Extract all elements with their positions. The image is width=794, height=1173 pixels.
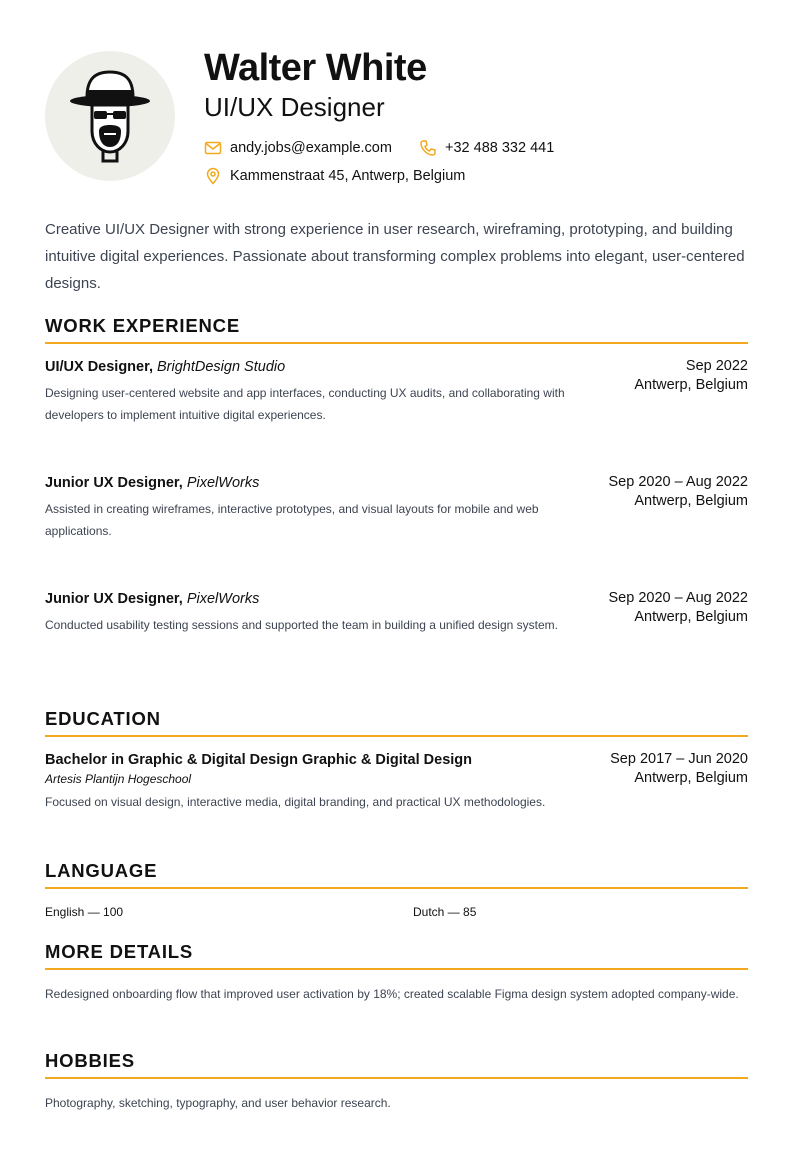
more-details-text: Redesigned onboarding flow that improved user activation by 18%; created scalable Figma design system adopted company-wide. [45,987,739,1001]
job-entry [45,473,748,542]
job-location: Antwerp, Belgium [634,377,748,393]
job-company: PixelWorks [186,591,260,607]
address-contact [204,166,465,186]
job-position: UI/UX Designer, [45,359,153,375]
job-date: Sep 2020 – Aug 2022 [608,474,748,490]
work-experience-heading: WORK EXPERIENCE [45,314,748,344]
more-details-heading: MORE DETAILS [45,940,748,970]
job-description: Assisted in creating wireframes, interactive prototypes, and visual layouts for mobile and web applications. [45,502,539,538]
education-date: Sep 2017 – Jun 2020 [610,751,748,767]
email-contact[interactable] [204,138,392,158]
address-text: Kammenstraat 45, Antwerp, Belgium [230,168,466,184]
job-meta [609,589,749,627]
hobbies-text: Photography, sketching, typography, and user behavior research. [45,1096,391,1110]
phone-text: +32 488 332 441 [445,140,555,156]
education-meta [610,750,748,788]
job-description: Conducted usability testing sessions and supported the team in building a unified design system. [45,618,558,632]
person-with-hat-avatar-icon [45,51,175,181]
candidate-name: Walter White [204,47,427,89]
candidate-role: UI/UX Designer [204,92,385,122]
education-entry [45,750,748,812]
job-meta [609,473,749,511]
job-position: Junior UX Designer, [45,591,183,607]
job-position: Junior UX Designer, [45,475,183,491]
language-item: English — 100 [45,905,124,919]
job-entry [45,589,748,636]
job-entry [45,357,748,426]
location-pin-icon [204,167,222,185]
education-heading: EDUCATION [45,707,748,737]
job-location: Antwerp, Belgium [634,493,748,509]
email-text: andy.jobs@example.com [230,140,392,156]
job-location: Antwerp, Belgium [634,609,748,625]
education-degree: Bachelor in Graphic & Digital Design Graphic & Digital Design [45,752,473,768]
education-description: Focused on visual design, interactive media, digital branding, and practical UX methodologies. [45,795,546,809]
phone-contact[interactable] [419,138,554,158]
hobbies-heading: HOBBIES [45,1049,748,1079]
education-location: Antwerp, Belgium [634,770,748,786]
job-date: Sep 2022 [685,358,748,374]
job-company: PixelWorks [186,475,260,491]
language-heading: LANGUAGE [45,859,748,889]
education-institution: Artesis Plantijn Hogeschool [45,772,192,786]
phone-icon [419,139,437,157]
job-description: Designing user-centered website and app interfaces, conducting UX audits, and collaborating with developers to implement intuitive digital experiences. [45,386,565,422]
profile-summary: Creative UI/UX Designer with strong experience in user research, wireframing, prototyping, and building intuitive digital experiences. Passionate about transforming complex problems into elegant, user-centered designs. [45,221,745,292]
job-date: Sep 2020 – Aug 2022 [608,590,748,606]
job-meta [634,357,748,395]
language-item: Dutch — 85 [413,905,477,919]
avatar [45,51,175,181]
job-company: BrightDesign Studio [157,359,286,375]
mail-icon [204,139,222,157]
